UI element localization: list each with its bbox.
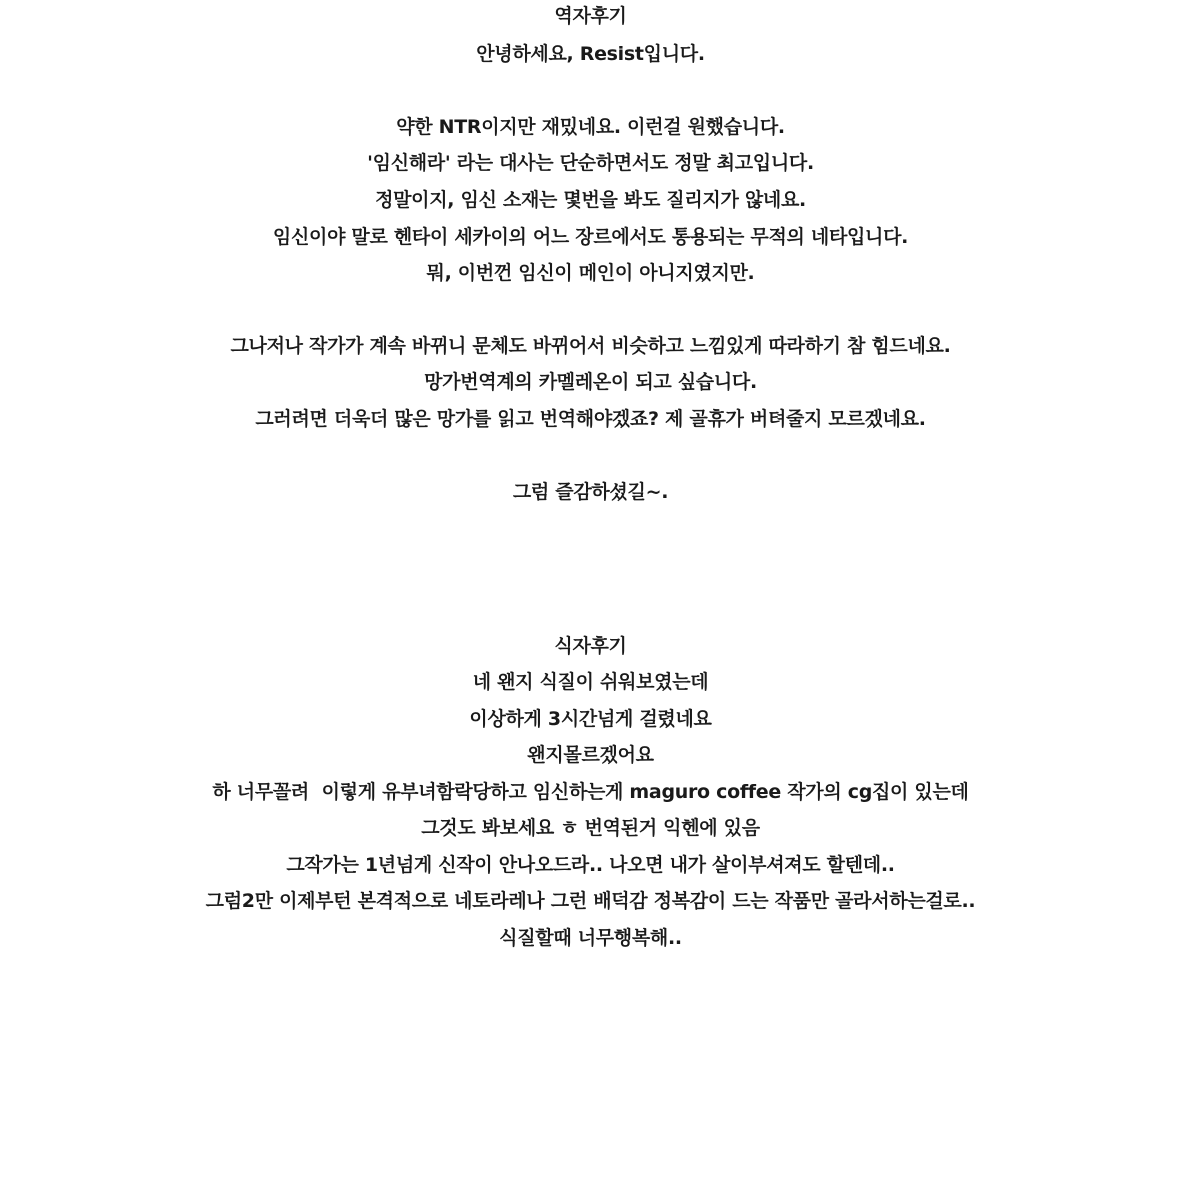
note-line: 그럼2만 이제부턴 본격적으로 네토라레나 그런 배덕감 정복감이 드는 작품만 골라서하는걸로.. xyxy=(205,890,976,912)
note-line: '임신해라' 라는 대사는 단순하면서도 정말 최고입니다. xyxy=(367,152,814,174)
note-line: 약한 NTR이지만 재밌네요. 이런걸 원했습니다. xyxy=(396,116,785,138)
note-line: 그나저나 작가가 계속 바뀌니 문체도 바뀌어서 비슷하고 느낌있게 따라하기 참 힘드네요. xyxy=(230,335,951,357)
note-line: 뭐, 이번껀 임신이 메인이 아니지였지만. xyxy=(426,262,755,284)
translator-notes-heading: 역자후기 xyxy=(554,5,627,27)
note-line: 임신이야 말로 헨타이 세카이의 어느 장르에서도 통용되는 무적의 네타입니다. xyxy=(272,226,909,248)
note-line: 망가번역계의 카멜레온이 되고 싶습니다. xyxy=(424,371,757,393)
note-line: 식질할때 너무행복해.. xyxy=(499,927,682,949)
note-line: 그러려면 더욱더 많은 망가를 읽고 번역해야겠죠? 제 골휴가 버텨줄지 모르겠네요. xyxy=(255,408,926,430)
note-line: 그작가는 1년넘게 신작이 안나오드라.. 나오면 내가 살이부셔져도 할텐데.. xyxy=(286,854,895,876)
note-line: 그것도 봐보세요 ㅎ 번역된거 익헨에 있음 xyxy=(421,817,760,839)
note-line: 왠지몰르겠어요 xyxy=(527,744,654,766)
note-line: 하 너무꼴려 이렇게 유부녀함락당하고 임신하는게 maguro coffee 작가의 cg집이 있는데 xyxy=(212,781,969,803)
note-line: 이상하게 3시간넘게 걸렸네요 xyxy=(469,708,712,730)
note-line: 정말이지, 임신 소재는 몇번을 봐도 질리지가 않네요. xyxy=(375,189,806,211)
note-line: 네 왠지 식질이 쉬워보였는데 xyxy=(472,671,709,693)
note-line: 안녕하세요, Resist입니다. xyxy=(476,43,705,65)
typesetter-notes-heading: 식자후기 xyxy=(554,635,627,657)
note-line: 그럼 즐감하셨길~. xyxy=(512,481,669,503)
